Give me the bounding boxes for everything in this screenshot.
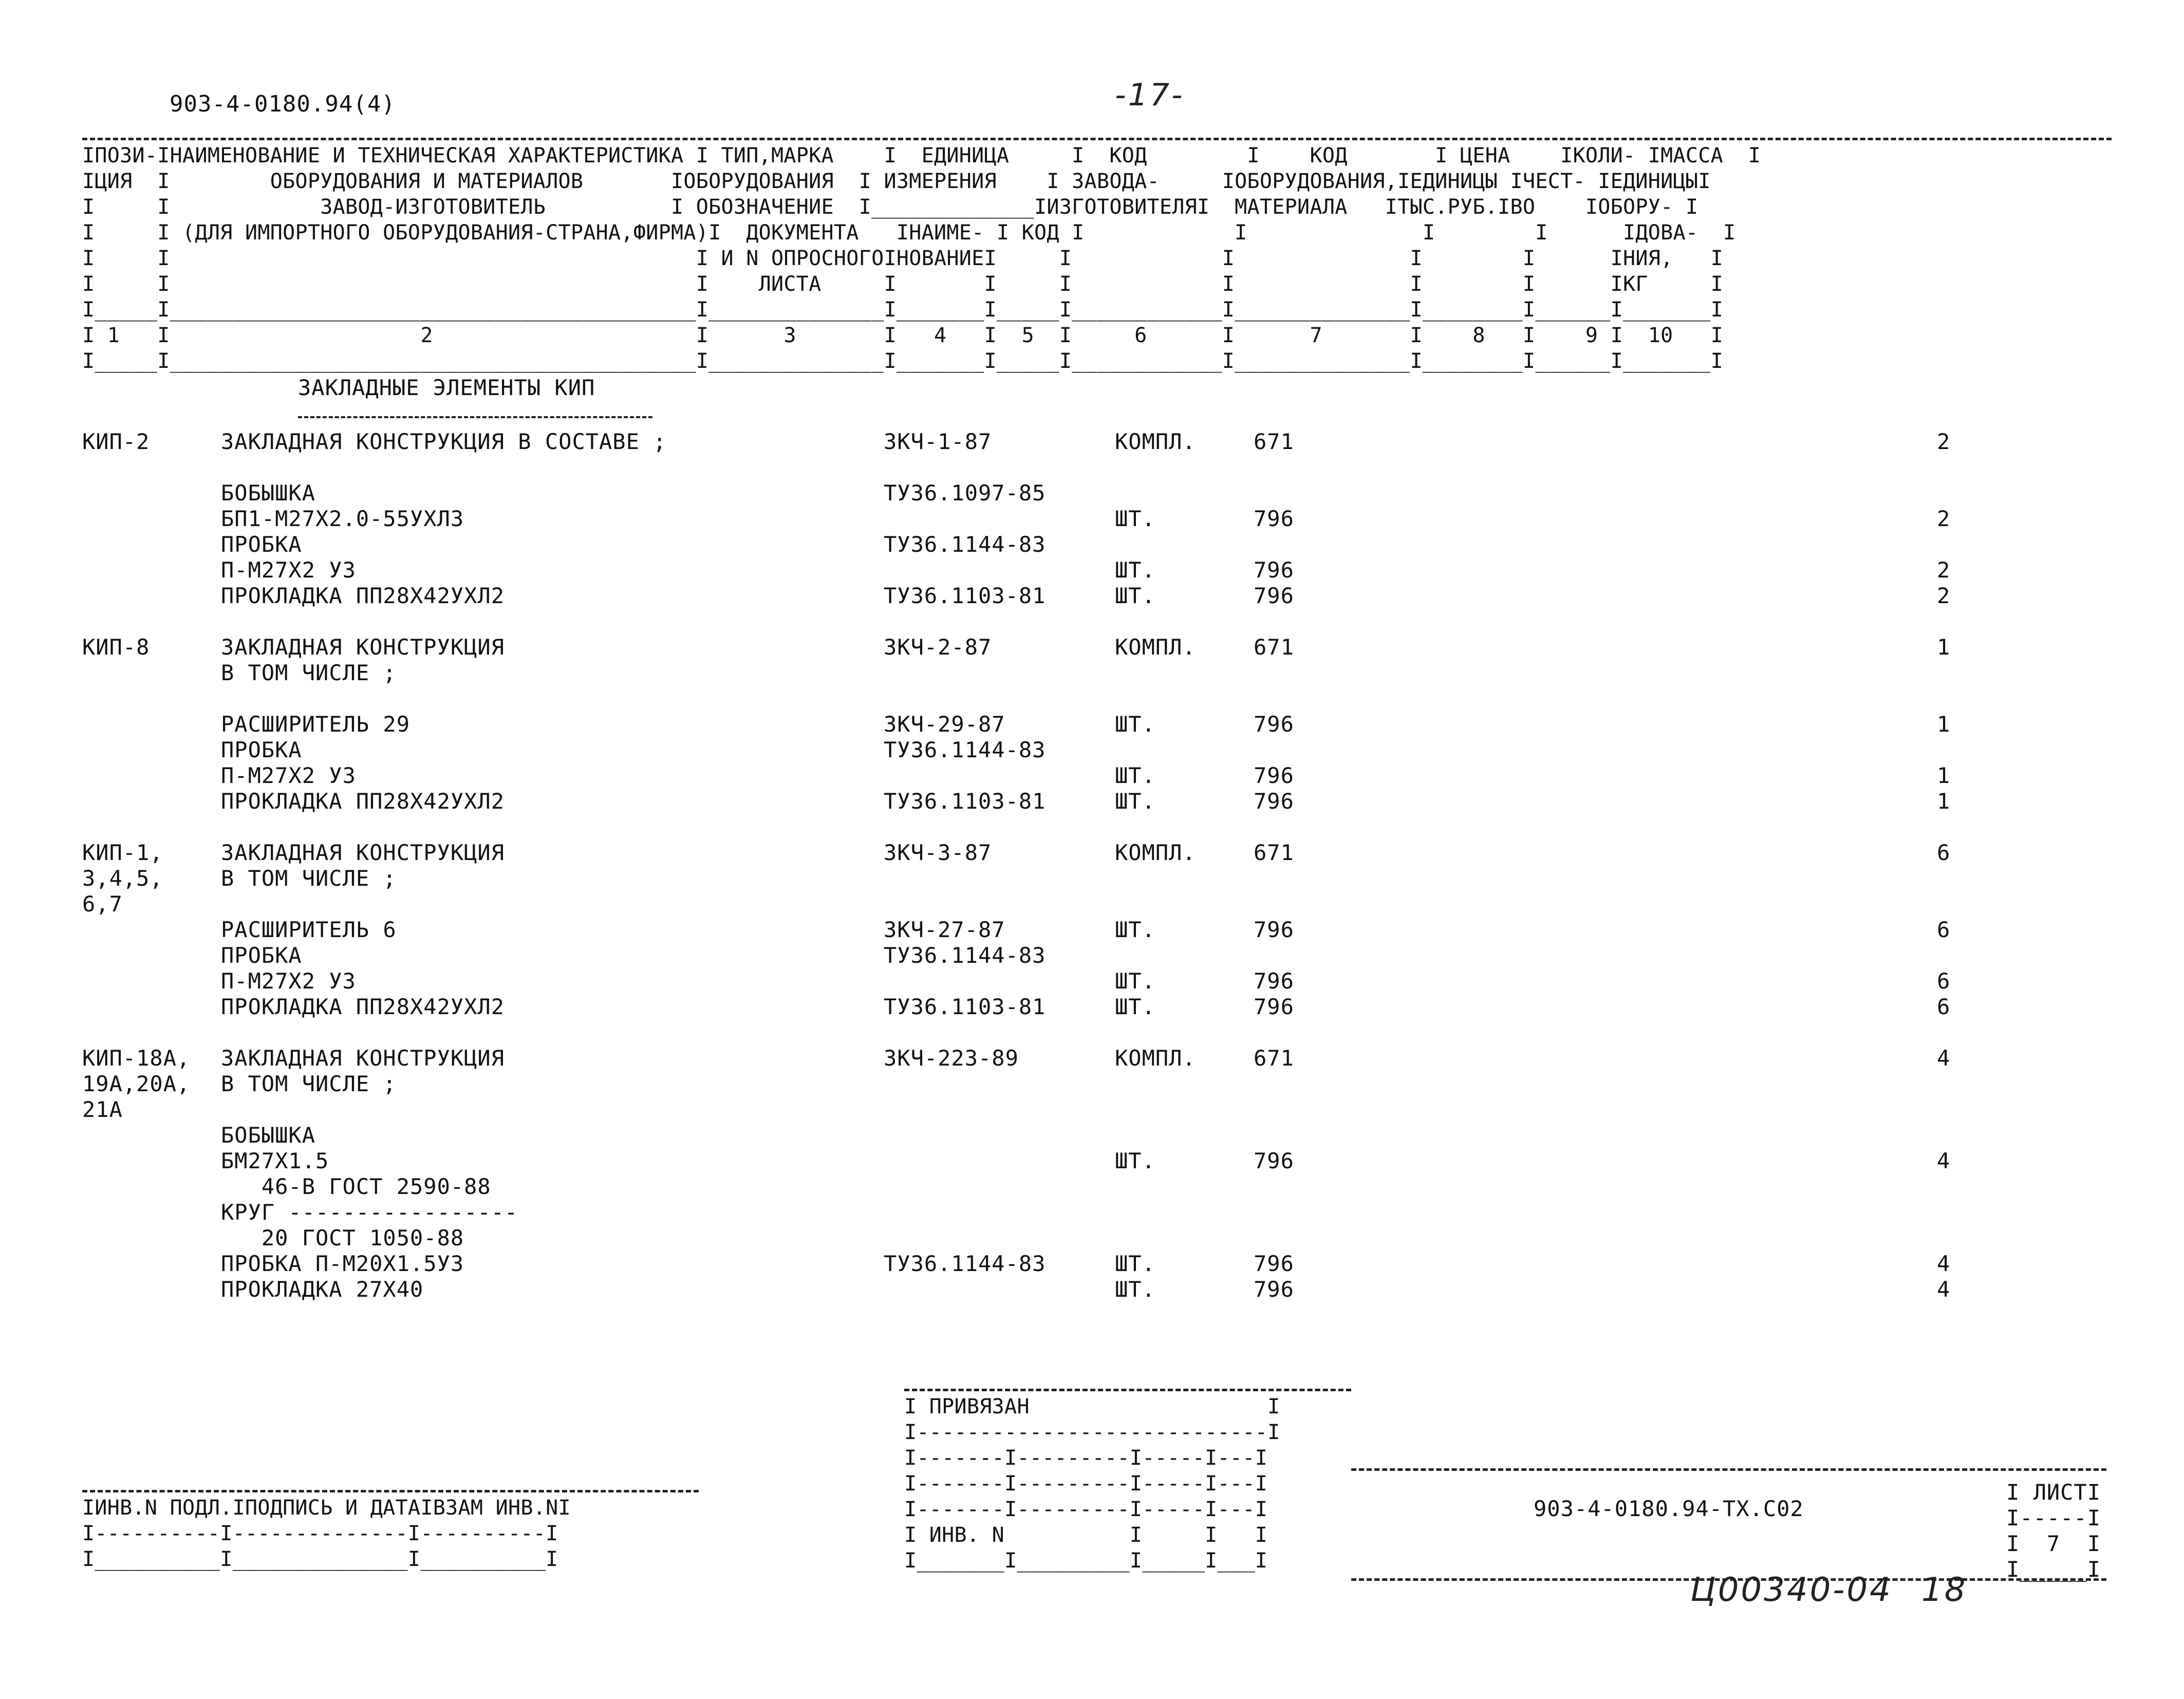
stamp-right-top-rule	[1351, 1468, 2106, 1471]
row-6-name: ЗАКЛАДНАЯ КОНСТРУКЦИЯ	[221, 634, 505, 660]
row-1-name: БОБЫШКА	[221, 480, 316, 506]
row-23-name: БМ27Х1.5	[221, 1148, 329, 1173]
row-5-name: ПРОКЛАДКА ПП28Х42УХЛ2	[221, 583, 505, 608]
row-3-name: ПРОБКА	[221, 532, 302, 557]
stamp-mid-top-rule	[904, 1389, 1351, 1391]
row-15-unit: ШТ.	[1115, 917, 1155, 942]
row-25-name: КРУГ -----------------	[221, 1200, 518, 1225]
sheet-number: 7	[2046, 1531, 2061, 1556]
row-18-name: ПРОКЛАДКА ПП28Х42УХЛ2	[221, 994, 505, 1019]
row-23-unit: ШТ.	[1115, 1148, 1155, 1173]
row-8-name: РАСШИРИТЕЛЬ 29	[221, 712, 410, 737]
row-27-qty: 4	[1937, 1251, 1951, 1276]
row-0-code: 671	[1254, 429, 1294, 454]
row-1-doc: ТУ36.1097-85	[884, 480, 1046, 506]
row-19-unit: КОМПЛ.	[1115, 1045, 1196, 1071]
row-9-name: ПРОБКА	[221, 737, 302, 762]
row-10-code: 796	[1254, 763, 1294, 788]
row-20-name: В ТОМ ЧИСЛЕ ;	[221, 1071, 397, 1096]
row-6-unit: КОМПЛ.	[1115, 634, 1196, 660]
row-27-unit: ШТ.	[1115, 1251, 1155, 1276]
row-17-name: П-М27Х2 У3	[221, 968, 356, 994]
row-16-name: ПРОБКА	[221, 943, 302, 968]
row-23-code: 796	[1254, 1148, 1294, 1173]
row-3-doc: ТУ36.1144-83	[884, 532, 1046, 557]
row-5-qty: 2	[1937, 583, 1951, 608]
row-19-code: 671	[1254, 1045, 1294, 1071]
page-mark: -17-	[1115, 77, 1185, 113]
row-5-doc: ТУ36.1103-81	[884, 583, 1046, 608]
row-18-doc: ТУ36.1103-81	[884, 994, 1046, 1019]
row-15-code: 796	[1254, 917, 1294, 942]
row-2-qty: 2	[1937, 506, 1951, 531]
row-6-doc: ЗКЧ-2-87	[884, 634, 992, 660]
row-7-name: В ТОМ ЧИСЛЕ ;	[221, 660, 397, 685]
row-10-unit: ШТ.	[1115, 763, 1155, 788]
row-15-qty: 6	[1937, 917, 1951, 942]
row-8-code: 796	[1254, 712, 1294, 737]
row-27-doc: ТУ36.1144-83	[884, 1251, 1046, 1276]
row-19-qty: 4	[1937, 1045, 1951, 1071]
handwritten-archive-number: Ц00340-04	[1690, 1571, 1893, 1609]
row-19-pos: КИП-18А,	[82, 1045, 191, 1071]
row-12-qty: 6	[1937, 840, 1951, 865]
row-8-unit: ШТ.	[1115, 712, 1155, 737]
stamp-document-code: 903-4-0180.94-ТХ.С02	[1534, 1496, 1804, 1521]
row-17-qty: 6	[1937, 968, 1951, 994]
document-top-code: 903-4-0180.94(4)	[170, 91, 396, 117]
row-28-code: 796	[1254, 1277, 1294, 1302]
row-4-name: П-М27Х2 У3	[221, 557, 356, 583]
row-12-code: 671	[1254, 840, 1294, 865]
row-28-unit: ШТ.	[1115, 1277, 1155, 1302]
row-28-qty: 4	[1937, 1277, 1951, 1302]
row-24-name: 46-В ГОСТ 2590-88	[221, 1174, 491, 1199]
row-21-pos: 21А	[82, 1097, 123, 1122]
row-11-name: ПРОКЛАДКА ПП28Х42УХЛ2	[221, 789, 505, 814]
row-11-qty: 1	[1937, 789, 1951, 814]
row-5-code: 796	[1254, 583, 1294, 608]
row-0-doc: ЗКЧ-1-87	[884, 429, 992, 454]
row-22-name: БОБЫШКА	[221, 1123, 316, 1148]
row-12-doc: ЗКЧ-3-87	[884, 840, 992, 865]
row-13-name: В ТОМ ЧИСЛЕ ;	[221, 866, 397, 891]
row-12-name: ЗАКЛАДНАЯ КОНСТРУКЦИЯ	[221, 840, 505, 865]
row-19-name: ЗАКЛАДНАЯ КОНСТРУКЦИЯ	[221, 1045, 505, 1071]
row-15-doc: ЗКЧ-27-87	[884, 917, 1005, 942]
table-top-rule	[82, 138, 2112, 140]
row-4-code: 796	[1254, 557, 1294, 583]
stamp-signature-block: IИНВ.N ПОДЛ.IПОДПИСЬ И ДАТАIВЗАМ ИНВ.NI I----------I--------------I----------I I__________I______________I__________I	[82, 1496, 571, 1571]
row-8-doc: ЗКЧ-29-87	[884, 712, 1005, 737]
row-27-name: ПРОБКА П-М20Х1.5У3	[221, 1251, 464, 1276]
document-page: 903-4-0180.94(4) -17- IПОЗИ-IНАИМЕНОВАНИЕ И ТЕХНИЧЕСКАЯ ХАРАКТЕРИСТИКА I ТИП,МАРКА I ЕДИНИЦА I КОД I КОД I ЦЕНА IКОЛИ- IМАССА I IЦИЯ I ОБОРУДОВАНИЯ И МАТЕРИАЛОВ IОБОРУДОВАНИЯ I ИЗМЕРЕНИЯ I ЗАВОДА- IОБОРУДОВАНИЯ,IЕДИНИЦЫ IЧЕСТ- IЕДИНИЦЫI I I ЗАВОД-ИЗГОТОВИТЕЛЬ I ОБОЗНАЧЕНИЕ I_____________IИЗГОТОВИТЕЛЯI МАТЕРИАЛА IТЫС.РУБ.IВО IОБОРУ- I I I (ДЛЯ ИМПОРТНОГО ОБОРУДОВАНИЯ-СТРАНА,ФИРМА)I ДОКУМЕНТА IНАИМЕ- I КОД I I I I IДОВА- I I I I И N ОПРОСНОГОIНОВАНИЕI I I I I IНИЯ, I I I I ЛИСТА I I I I I I IКГ I I_____I__________________________________________I______________I_______I_____I____________I______________I________I______I_______I I 1 I 2 I 3 I 4 I 5 I 6 I 7 I 8 I 9 I 10 I I_____I__________________________________________I______________I_______I_____I____________I______________I________I______I_______I ЗАКЛАДНЫЕ ЭЛЕМЕНТЫ КИП КИП-2 ЗАКЛАДНАЯ КОНСТРУКЦИЯ В СОСТАВЕ ; ЗКЧ-1-87 КОМПЛ. 671 2 БОБЫШКА ТУ36.1097-85 БП1-М27Х2.0-55УХЛ3 ШТ. 796 2 ПРОБКА ТУ36.1144-83 П-М27Х2 У3 ШТ. 796 2 ПРОКЛАДКА ПП28Х42УХЛ2 ТУ36.1103-81 ШТ. 796 2 КИП-8 ЗАКЛАДНАЯ КОНСТРУКЦИЯ ЗКЧ-2-87 КОМПЛ. 671 1 В ТОМ ЧИСЛЕ ; РАСШИРИТЕЛЬ 29 ЗКЧ-29-87 ШТ. 796 1 ПРОБКА ТУ36.1144-83 П-М27Х2 У3 ШТ. 796 1 ПРОКЛАДКА ПП28Х42УХЛ2 ТУ36.1103-81 ШТ. 796 1 КИП-1, ЗАКЛАДНАЯ КОНСТРУКЦИЯ ЗКЧ-3-87 КОМПЛ. 671 6 3,4,5, В ТОМ ЧИСЛЕ ; 6,7 РАСШИРИТЕЛЬ 6 ЗКЧ-27-87 ШТ. 796 6 ПРОБКА ТУ36.1144-83 П-М27Х2 У3 ШТ. 796 6 ПРОКЛАДКА ПП28Х42УХЛ2 ТУ36.1103-81 ШТ. 796 6 КИП-18А, ЗАКЛАДНАЯ КОНСТРУКЦИЯ ЗКЧ-223-89 КОМПЛ. 671 4 19А,20А, В ТОМ ЧИСЛЕ ; 21А БОБЫШКА БМ27Х1.5 ШТ. 796 4 46-В ГОСТ 2590-88 КРУГ ----------------- 20 ГОСТ 1050-88 ПРОБКА П-М20Х1.5У3 ТУ36.1144-83 ШТ. 796 4 ПРОКЛАДКА 27Х40 ШТ. 796 4 I ПРИВЯЗАН I I----------------------------I I-------I---------I-----I---I I-------I---------I-----I---I I-------I---------I-----I---I I ИНВ. N I I I I_______I_________I_____I___I IИНВ.N ПОДЛ.IПОДПИСЬ И ДАТАIВЗАМ ИНВ.NI I----------I--------------I----------I I__________I______________I__________I 903-4-0180.94-ТХ.С02 I ЛИСТI I-----I I 7 I I_____I Ц00340-04 18	[0, 0, 2184, 1699]
row-9-doc: ТУ36.1144-83	[884, 737, 1046, 762]
row-11-code: 796	[1254, 789, 1294, 814]
row-6-pos: КИП-8	[82, 634, 150, 660]
handwritten-page-number: 18	[1921, 1571, 1968, 1609]
row-14-pos: 6,7	[82, 891, 123, 917]
row-10-qty: 1	[1937, 763, 1951, 788]
row-20-pos: 19А,20А,	[82, 1071, 191, 1096]
row-16-doc: ТУ36.1144-83	[884, 943, 1046, 968]
row-27-code: 796	[1254, 1251, 1294, 1276]
row-12-unit: КОМПЛ.	[1115, 840, 1196, 865]
row-11-doc: ТУ36.1103-81	[884, 789, 1046, 814]
row-0-name: ЗАКЛАДНАЯ КОНСТРУКЦИЯ В СОСТАВЕ ;	[221, 429, 667, 454]
row-2-name: БП1-М27Х2.0-55УХЛ3	[221, 506, 464, 531]
row-13-pos: 3,4,5,	[82, 866, 163, 891]
row-5-unit: ШТ.	[1115, 583, 1155, 608]
row-18-unit: ШТ.	[1115, 994, 1155, 1019]
stamp-attachment-block: I ПРИВЯЗАН I I----------------------------I I-------I---------I-----I---I I-------I---------I-----I---I I-------I---------I-----I---I I ИНВ. N I I I I_______I_________I_____I___I	[904, 1395, 1280, 1573]
row-6-qty: 1	[1937, 634, 1951, 660]
section-title-underline	[298, 416, 652, 418]
section-title: ЗАКЛАДНЫЕ ЭЛЕМЕНТЫ КИП	[298, 375, 595, 400]
row-17-code: 796	[1254, 968, 1294, 994]
row-8-qty: 1	[1937, 712, 1951, 737]
row-18-qty: 6	[1937, 994, 1951, 1019]
row-19-doc: ЗКЧ-223-89	[884, 1045, 1019, 1071]
table-header: IПОЗИ-IНАИМЕНОВАНИЕ И ТЕХНИЧЕСКАЯ ХАРАКТЕРИСТИКА I ТИП,МАРКА I ЕДИНИЦА I КОД I КОД I ЦЕНА IКОЛИ- IМАССА I IЦИЯ I ОБОРУДОВАНИЯ И МАТЕРИАЛОВ IОБОРУДОВАНИЯ I ИЗМЕРЕНИЯ I ЗАВОДА- IОБОРУДОВАНИЯ,IЕДИНИЦЫ IЧЕСТ- IЕДИНИЦЫI I I ЗАВОД-ИЗГОТОВИТЕЛЬ I ОБОЗНАЧЕНИЕ I_____________IИЗГОТОВИТЕЛЯI МАТЕРИАЛА IТЫС.РУБ.IВО IОБОРУ- I I I (ДЛЯ ИМПОРТНОГО ОБОРУДОВАНИЯ-СТРАНА,ФИРМА)I ДОКУМЕНТА IНАИМЕ- I КОД I I I I IДОВА- I I I I И N ОПРОСНОГОIНОВАНИЕI I I I I IНИЯ, I I I I ЛИСТА I I I I I I IКГ I I_____I__________________________________________I______________I_______I_____I____________I______________I________I______I_______I I 1 I 2 I 3 I 4 I 5 I 6 I 7 I 8 I 9 I 10 I I_____I__________________________________________I______________I_______I_____I____________I______________I________I______I_______I	[82, 144, 1761, 373]
row-0-pos: КИП-2	[82, 429, 150, 454]
row-2-unit: ШТ.	[1115, 506, 1155, 531]
row-28-name: ПРОКЛАДКА 27Х40	[221, 1277, 424, 1302]
row-26-name: 20 ГОСТ 1050-88	[221, 1225, 464, 1250]
sheet-label: ЛИСТ	[2033, 1480, 2087, 1505]
stamp-left-top-rule	[82, 1490, 699, 1492]
row-15-name: РАСШИРИТЕЛЬ 6	[221, 917, 397, 942]
row-17-unit: ШТ.	[1115, 968, 1155, 994]
row-23-qty: 4	[1937, 1148, 1951, 1173]
row-2-code: 796	[1254, 506, 1294, 531]
row-0-unit: КОМПЛ.	[1115, 429, 1196, 454]
row-4-unit: ШТ.	[1115, 557, 1155, 583]
row-11-unit: ШТ.	[1115, 789, 1155, 814]
row-6-code: 671	[1254, 634, 1294, 660]
row-10-name: П-М27Х2 У3	[221, 763, 356, 788]
row-12-pos: КИП-1,	[82, 840, 163, 865]
row-0-qty: 2	[1937, 429, 1951, 454]
row-4-qty: 2	[1937, 557, 1951, 583]
row-18-code: 796	[1254, 994, 1294, 1019]
